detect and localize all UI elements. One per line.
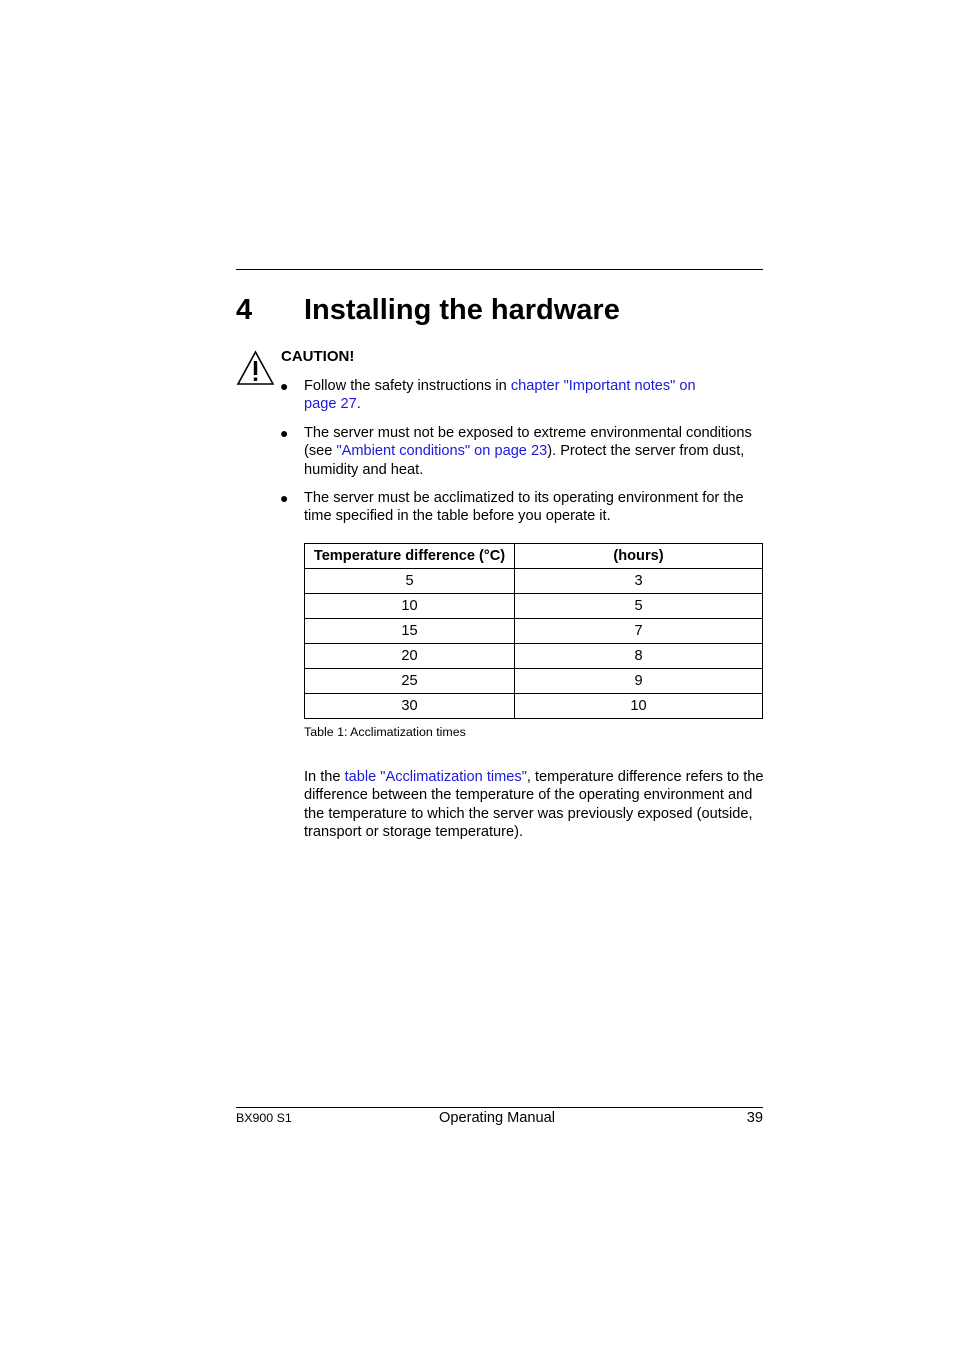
table-cell: 10 xyxy=(515,694,763,719)
table-caption: Table 1: Acclimatization times xyxy=(304,725,466,739)
important-notes-link[interactable]: chapter "Important notes" on page 27 xyxy=(304,378,696,413)
table-cell: 5 xyxy=(515,594,763,619)
acclimatization-table-link[interactable]: table "Acclimatization times" xyxy=(344,769,527,785)
caution-item-2-text: The server must not be exposed to extreme environmental conditions (see xyxy=(304,425,752,460)
table-cell: 20 xyxy=(305,644,515,669)
caution-item-1 xyxy=(304,377,724,414)
table-cell: 15 xyxy=(305,619,515,644)
caution-label: CAUTION! xyxy=(281,348,355,365)
table-row xyxy=(305,669,763,694)
caution-item-3-text: The server must be acclimatized to its operating environment for the time specified in the table before you operate it. xyxy=(304,490,744,525)
table-cell: 3 xyxy=(515,569,763,594)
paragraph-text-start: In the xyxy=(304,769,345,785)
table-cell: 30 xyxy=(305,694,515,719)
chapter-number: 4 xyxy=(236,294,253,326)
caution-item-3 xyxy=(304,489,764,526)
acclimatization-table xyxy=(304,543,763,719)
header-hours: (hours) xyxy=(515,544,763,569)
table-cell: 7 xyxy=(515,619,763,644)
caution-item-1-end: . xyxy=(356,396,361,413)
table-row xyxy=(305,619,763,644)
caution-item-2 xyxy=(304,424,764,479)
footer-rule xyxy=(236,1107,763,1108)
table-cell: 8 xyxy=(515,644,763,669)
ambient-conditions-link[interactable]: "Ambient conditions" on page 23 xyxy=(336,443,548,460)
paragraph-text-end: , temperature difference refers to the difference between the temperature of the operating environment and the temperature to which the server was previously exposed (outside, transport or storage temperature). xyxy=(304,769,764,841)
table-row xyxy=(305,594,763,619)
caution-item-2-end: ). Protect the server from dust, humidity and heat. xyxy=(304,443,745,478)
table-cell: 9 xyxy=(515,669,763,694)
chapter-title: Installing the hardware xyxy=(304,294,620,326)
table-cell: 5 xyxy=(305,569,515,594)
table-header-row xyxy=(305,544,763,569)
table-cell: 25 xyxy=(305,669,515,694)
header-rule xyxy=(236,269,763,270)
table-row xyxy=(305,644,763,669)
footer-manual-title: Operating Manual xyxy=(439,1110,556,1126)
bullet-dot: ● xyxy=(280,378,289,394)
footer-product: BX900 S1 xyxy=(236,1111,292,1125)
caution-item-1-text: Follow the safety instructions in xyxy=(304,378,511,394)
table-row xyxy=(305,569,763,594)
warning-triangle-icon xyxy=(236,350,275,386)
header-temperature-difference: Temperature difference (°C) xyxy=(305,544,515,569)
table-row xyxy=(305,694,763,719)
bullet-dot: ● xyxy=(280,425,289,441)
explanation-paragraph xyxy=(304,768,764,842)
page-number: 39 xyxy=(746,1110,763,1126)
bullet-dot: ● xyxy=(280,490,289,506)
table-cell: 10 xyxy=(305,594,515,619)
